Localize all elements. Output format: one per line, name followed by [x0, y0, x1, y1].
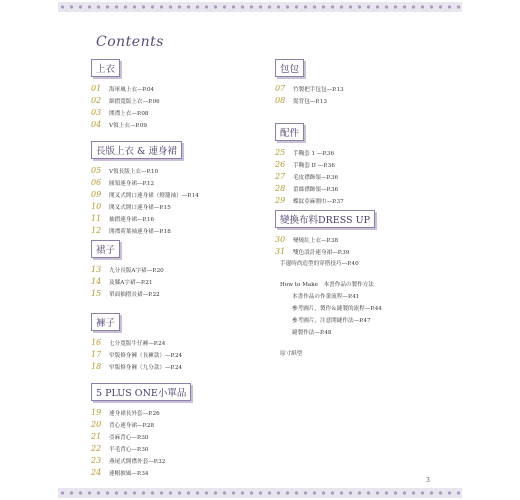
toc-entry: [91, 338, 182, 350]
section-skirts: [91, 238, 164, 301]
item-title: V領長版上衣—P.10: [109, 169, 159, 175]
entry-list: [91, 84, 160, 132]
section-remake: [275, 208, 375, 259]
note-line: 參考圖片，注意開縫作法—P.47: [292, 318, 371, 324]
note-line: 本書作品の作業流程—P.41: [292, 294, 360, 300]
entry-list: [91, 408, 191, 480]
item-number: 22: [91, 444, 102, 453]
toc-entry: [91, 420, 191, 432]
toc-entry: [91, 289, 164, 301]
item-number: 18: [91, 362, 102, 371]
item-title: 手鞠套 1 —P.36: [293, 151, 335, 157]
section-tops: [91, 57, 160, 132]
notes-list: [280, 259, 382, 361]
item-title: 圓領連身裙—P.12: [109, 181, 155, 187]
toc-entry: [91, 408, 191, 420]
note-line: 縫製作法—P.48: [292, 330, 332, 336]
page-number: 3: [426, 477, 430, 484]
toc-entry: [91, 202, 199, 214]
toc-entry: [91, 444, 191, 456]
item-number: 20: [91, 420, 102, 429]
decorative-border-bottom: [58, 488, 462, 498]
item-number: 24: [91, 468, 102, 477]
item-number: 30: [275, 235, 286, 244]
item-number: 07: [275, 84, 286, 93]
entry-list: [275, 148, 344, 208]
section-heading: 裙子: [91, 240, 120, 258]
toc-entry: [91, 277, 164, 289]
toc-entry: [91, 190, 199, 202]
item-number: 13: [91, 265, 102, 274]
entry-list: [91, 166, 199, 238]
section-heading: 配件: [275, 123, 304, 141]
item-title: 細摺寬版上衣—P.06: [109, 99, 160, 105]
toc-entry: [275, 96, 344, 108]
item-number: 27: [275, 172, 286, 181]
item-title: 開叉式開口連身裙（燈籠袖）—P.14: [109, 193, 199, 199]
item-number: 08: [275, 96, 286, 105]
item-title: 七分寬版牛仔褲—P.24: [109, 341, 166, 347]
page-title: Contents: [96, 34, 164, 50]
section-heading: 包包: [275, 59, 304, 77]
item-title: 開叉式開口連身裙—P.15: [109, 205, 171, 211]
note-line: 原寸紙型: [280, 351, 303, 357]
entry-list: [275, 84, 344, 108]
section-heading: 變換布料DRESS UP: [275, 210, 375, 228]
note-line: 手邊時尚造型的穿搭技巧—P.40: [280, 261, 359, 267]
item-number: 11: [91, 214, 102, 223]
item-title: V領上衣—P.09: [109, 123, 147, 129]
section-long-tops: [91, 139, 199, 238]
item-number: 04: [91, 120, 102, 129]
toc-entry: [275, 148, 344, 160]
item-title: 背心連身裙—P.28: [109, 423, 155, 429]
item-title: 雙色設計連身裙—P.39: [293, 250, 350, 256]
item-title: 連帽披風—P.34: [109, 471, 149, 477]
toc-entry: [275, 235, 375, 247]
item-number: 01: [91, 84, 102, 93]
item-title: 及膝A字裙—P.21: [109, 280, 153, 286]
toc-entry: [91, 120, 160, 132]
item-number: 26: [275, 160, 286, 169]
section-plus-one: [91, 381, 191, 480]
toc-entry: [91, 214, 199, 226]
toc-entry: [91, 432, 191, 444]
item-title: 窄版修身褲（九分款）—P.24: [109, 365, 183, 371]
item-title: 抽摺連身裙—P.16: [109, 217, 155, 223]
toc-entry: [275, 196, 344, 208]
item-title: 單面抽摺長裙—P.22: [109, 292, 160, 298]
section-heading: 長版上衣 & 連身裙: [91, 141, 182, 159]
toc-entry: [91, 226, 199, 238]
item-number: 25: [275, 148, 286, 157]
item-title: 開襟上衣—P.08: [109, 111, 149, 117]
note-line: How to Make 本書作品の製作方法: [280, 282, 374, 288]
item-title: 變燒紅上衣—P.38: [293, 238, 339, 244]
toc-entry: [275, 84, 344, 96]
item-number: 19: [91, 408, 102, 417]
item-title: 竹製把手包包—P.13: [293, 87, 344, 93]
toc-entry: [91, 350, 182, 362]
item-number: 15: [91, 289, 102, 298]
toc-entry: [275, 172, 344, 184]
item-number: 09: [91, 190, 102, 199]
item-title: 燕尾式開襟外套—P.32: [109, 459, 166, 465]
item-number: 10: [91, 202, 102, 211]
section-heading: 褲子: [91, 313, 120, 331]
item-number: 06: [91, 178, 102, 187]
item-number: 03: [91, 108, 102, 117]
item-number: 28: [275, 184, 286, 193]
section-pants: [91, 311, 182, 374]
section-heading: 上衣: [91, 59, 120, 77]
note-line: 參考圖片，製作＆縫製的流程—P.44: [292, 306, 382, 312]
toc-entry: [91, 178, 199, 190]
item-number: 14: [91, 277, 102, 286]
item-number: 31: [275, 247, 286, 256]
item-title: 半毛背心—P.30: [109, 447, 149, 453]
toc-entry: [91, 265, 164, 277]
toc-entry: [91, 456, 191, 468]
entry-list: [275, 235, 375, 259]
item-title: 髮背包—P.13: [293, 99, 327, 105]
item-number: 29: [275, 196, 286, 205]
item-number: 12: [91, 226, 102, 235]
toc-entry: [91, 84, 160, 96]
toc-entry: [91, 166, 199, 178]
item-number: 23: [91, 456, 102, 465]
section-bags: [275, 57, 344, 108]
toc-entry: [91, 468, 191, 480]
item-title: 亞麻背心—P.30: [109, 435, 149, 441]
item-title: 連身裙長外套—P.26: [109, 411, 160, 417]
toc-entry: [275, 247, 375, 259]
item-title: 海軍風上衣—P.04: [109, 87, 155, 93]
item-number: 02: [91, 96, 102, 105]
item-title: 開襟荷葉袖連身裙—P.18: [109, 229, 171, 235]
item-number: 17: [91, 350, 102, 359]
toc-entry: [275, 184, 344, 196]
section-heading: 5 PLUS ONE小單品: [91, 383, 191, 401]
item-number: 21: [91, 432, 102, 441]
toc-entry: [91, 96, 160, 108]
entry-list: [91, 338, 182, 374]
toc-entry: [91, 362, 182, 374]
item-number: 16: [91, 338, 102, 347]
entry-list: [91, 265, 164, 301]
item-title: 蝶紋亞麻圍巾—P.37: [293, 199, 344, 205]
item-title: 手鞠套 II —P.36: [293, 163, 335, 169]
item-title: 九分長版A字裙—P.20: [109, 268, 164, 274]
item-number: 05: [91, 166, 102, 175]
section-accessories: [275, 121, 344, 208]
toc-entry: [91, 108, 160, 120]
toc-entry: [275, 160, 344, 172]
decorative-border-top: [58, 2, 462, 12]
item-title: 窄版修身褲（長褲款）—P.24: [109, 353, 183, 359]
item-title: 毛皮襟飾領—P.36: [293, 175, 339, 181]
item-title: 蕾絲襟飾領—P.36: [293, 187, 339, 193]
